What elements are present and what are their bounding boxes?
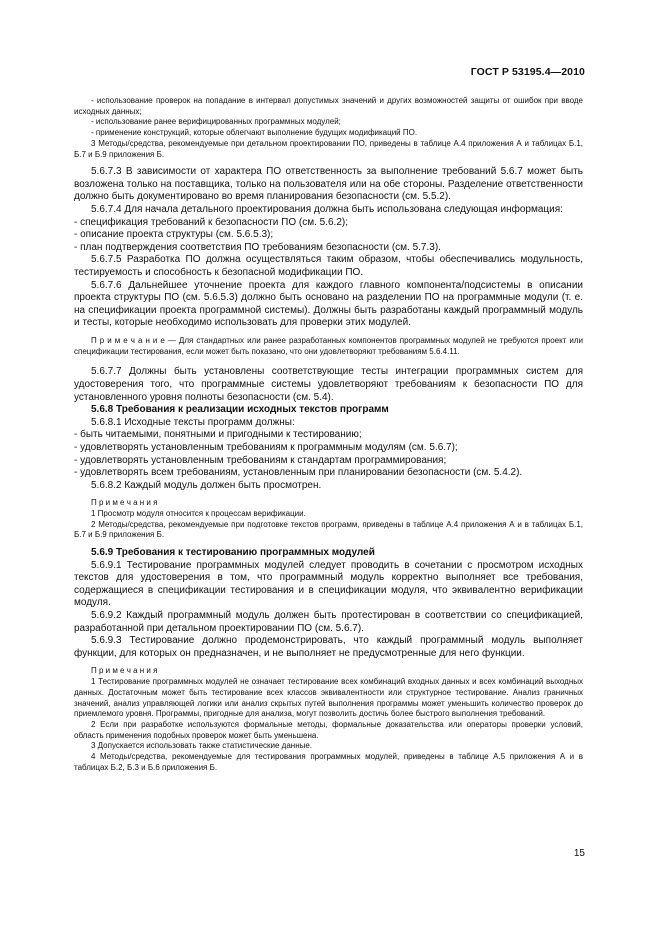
clause-5-6-9-1: 5.6.9.1 Тестирование программных модулей следует проводить в сочетании с просмотром исходных текстов для удостоверения в том, что программный модуль корректно выполняет все требования, содержащиеся в спецификации тестирования и в спецификации модуля, что эквивалентно верификации модуля. [74,559,583,609]
clause-5-6-7-4: 5.6.7.4 Для начала детального проектирования должна быть использована следующая информация: [91,204,563,215]
notes-heading: П р и м е ч а н и я [91,666,158,676]
note-item: 2 Методы/средства, рекомендуемые при подготовке текстов программ, приведены в таблице А.4 приложения А и в таблицах Б.1, Б.7 и Б.9 приложения Б. [74,519,583,540]
list-item: - удовлетворять всем требованиям, установленным при планировании безопасности (см. 5.4.2). [74,467,523,479]
list-item: - спецификация требований к безопасности ПО (см. 5.6.2); [74,216,348,228]
note-item: 1 Тестирование программных модулей не означает тестирование всех комбинаций входных данных и всех комбинаций выходных данных. Достаточным может быть тестирование всех классов эквивалентности или структурное тестирование. Анализ граничных значений, анализ управляющей логики или анализ скрытых путей выполнения программы может уменьшить количество проверок до приемлемого уровня. Программы, пригодные для анализа, могут позволить достичь более быстрого выполнения требований. [74,677,583,719]
note-item: 2 Если при разработке используются формальные методы, формальные доказательства или операторы проверки условий, область применения подобных проверок может быть уменьшена. [74,719,583,740]
list-item: - удовлетворять установленным требованиям к программным модулям (см. 5.6.7); [74,441,458,453]
section-heading-5-6-9: 5.6.9 Требования к тестированию программных модулей [91,547,375,559]
note-item: 4 Методы/средства, рекомендуемые для тестирования программных модулей, приведены в таблице А.5 приложения А и в таблицах Б.2, Б.3 и Б.6 приложения Б. [74,752,583,772]
clause-5-6-7-3: 5.6.7.3 В зависимости от характера ПО ответственность за выполнение требований 5.6.7 может быть возложена только на поставщика, только на пользователя или на обе стороны. Разделение ответственности должно быть документировано во время планирования безопасности (см. 5.5.2). [74,166,583,203]
clause-5-6-9-3: 5.6.9.3 Тестирование должно продемонстрировать, что каждый программный модуль выполняет функции, для которых он предназначен, и не выполняет не предусмотренные для него функции. [74,635,583,659]
list-item: - план подтверждения соответствия ПО требованиям безопасности (см. 5.7.3). [74,241,441,253]
list-item: - использование ранее верифицированных программных модулей; [91,117,341,127]
notes-heading: П р и м е ч а н и я [91,498,158,508]
clause-5-6-7-7: 5.6.7.7 Должны быть установлены соответствующие тесты интеграции программных систем для удостоверения того, что программные системы удовлетворяют требованиям к безопасности ПО для установленного уровня полноты безопасности (см. 5.4). [74,366,583,403]
standard-designation: ГОСТ Р 53195.4—2010 [470,66,585,78]
note-item: 3 Допускается использовать также статистические данные. [91,741,313,751]
clause-5-6-9-2: 5.6.9.2 Каждый программный модуль должен быть протестирован в соответствии со спецификацией, разработанной при детальном проектировании ПО (см. 5.6.7). [74,610,583,634]
page-body [74,96,583,773]
note: П р и м е ч а н и е — Для стандартных или ранее разработанных компонентов программных модулей не требуются проект или спецификации тестирования, если может быть показано, что они удовлетворяют требованиям 5.6.4.11. [74,335,583,356]
page-number: 15 [573,848,585,859]
section-heading-5-6-8: 5.6.8 Требования к реализации исходных текстов программ [91,404,389,416]
note-item: 3 Методы/средства, рекомендуемые при детальном проектировании ПО, приведены в таблице А.4 приложения А и таблицах Б.1, Б.7 и Б.9 приложения Б. [74,138,583,159]
clause-5-6-8-2: 5.6.8.2 Каждый модуль должен быть просмотрен. [91,479,322,491]
clause-5-6-7-5: 5.6.7.5 Разработка ПО должна осуществляться таким образом, чтобы обеспечивались модульность, тестируемость и способность к безопасной модификации ПО. [74,254,583,278]
clause-5-6-8-1: 5.6.8.1 Исходные тексты программ должны: [91,416,295,428]
list-item: - использование проверок на попадание в интервал допустимых значений и других возможностей защиты от ошибок при вводе исходных данных; [74,96,583,116]
list-item: - удовлетворять установленным требованиям к стандартам программирования; [74,454,447,466]
clause-5-6-7-6: 5.6.7.6 Дальнейшее уточнение проекта для каждого главного компонента/подсистемы в описании проекта структуры ПО (см. 5.6.5.3) должно быть основано на разделении ПО на программные модули (т. е. на спецификации проекта программной системы). Должны быть разработаны каждый программный модуль и тесты, которые необходимо использовать для проверки этих модулей. [74,279,583,329]
note-item: 1 Просмотр модуля относится к процессам верификации. [91,508,306,518]
list-item: - быть читаемыми, понятными и пригодными к тестированию; [74,429,362,441]
list-item: - применение конструкций, которые облегчают выполнение будущих модификаций ПО. [91,128,418,138]
list-item: - описание проекта структуры (см. 5.6.5.3); [74,229,274,241]
